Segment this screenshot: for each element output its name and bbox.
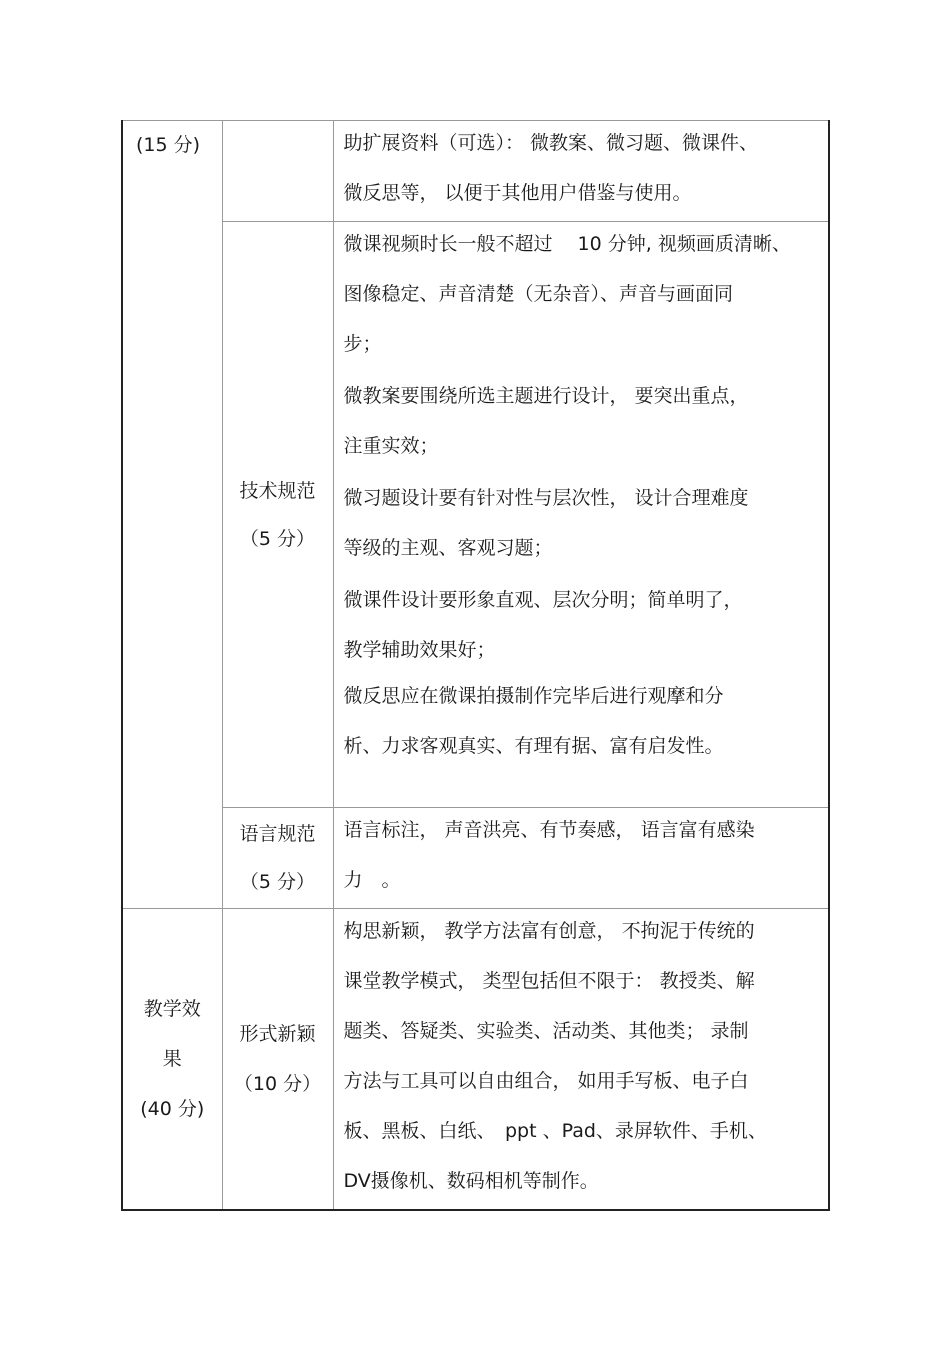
text-line: 题类、答疑类、实验类、活动类、其他类； 录制 <box>343 1020 749 1042</box>
category-label: 教学效 <box>143 998 201 1020</box>
text-line: 板、黑板、白纸、 ppt 、Pad、录屏软件、手机、 <box>343 1120 767 1142</box>
category-cell <box>122 121 222 909</box>
text-line: 析、力求客观真实、有理有据、富有启发性。 <box>343 735 724 757</box>
text-line: 微习题设计要有针对性与层次性， 设计合理难度 <box>343 487 749 509</box>
text-line: 助扩展资料（可选）： 微教案、微习题、微课件、 <box>343 132 759 154</box>
criteria-text <box>334 222 829 774</box>
criteria-cell <box>333 808 829 909</box>
table-row <box>122 909 829 1211</box>
text-line: 教学辅助效果好； <box>343 639 496 661</box>
text-line: 力 。 <box>343 869 401 891</box>
criteria-text <box>334 808 829 908</box>
text-line: 注重实效； <box>343 435 439 457</box>
text-line: 语言标注， 声音洪亮、有节奏感， 语言富有感染 <box>343 819 755 841</box>
subcategory-label: 语言规范 <box>239 823 316 845</box>
subcategory-cell <box>222 121 333 222</box>
text-line: 微反思应在微课拍摄制作完毕后进行观摩和分 <box>343 685 724 707</box>
text-line: 等级的主观、客观习题； <box>343 537 553 559</box>
category-score: (40 分) <box>140 1098 205 1120</box>
category-score: (15 分) <box>136 134 201 156</box>
category-cell <box>122 909 222 1211</box>
text-line: 图像稳定、声音清楚（无杂音）、声音与画面同 <box>343 283 734 305</box>
scoring-rubric-table <box>121 120 830 1211</box>
criteria-text <box>334 909 829 1209</box>
subcategory-label: 形式新颖 <box>239 1023 316 1045</box>
subcategory-cell <box>222 222 333 808</box>
text-line: 方法与工具可以自由组合， 如用手写板、电子白 <box>343 1070 749 1092</box>
subcategory-score: （10 分） <box>233 1073 322 1095</box>
subcategory-cell <box>222 909 333 1211</box>
text-line: DV摄像机、数码相机等制作。 <box>343 1170 599 1192</box>
criteria-text <box>334 121 829 221</box>
text-line: 微课件设计要形象直观、层次分明；简单明了， <box>343 589 743 611</box>
table-row <box>122 222 829 808</box>
text-line: 步； <box>343 333 382 355</box>
subcategory-cell <box>222 808 333 909</box>
subcategory-score: （5 分） <box>239 871 316 893</box>
table-row <box>122 808 829 909</box>
text-line: 微教案要围绕所选主题进行设计， 要突出重点， <box>343 385 749 407</box>
table-row <box>122 121 829 222</box>
criteria-cell <box>333 222 829 808</box>
text-line: 课堂教学模式， 类型包括但不限于： 教授类、解 <box>343 970 755 992</box>
criteria-cell <box>333 121 829 222</box>
subcategory-label: 技术规范 <box>239 479 316 502</box>
text-line: 构思新颖， 教学方法富有创意， 不拘泥于传统的 <box>343 920 755 942</box>
text-line: 微课视频时长一般不超过 10 分钟, 视频画质清晰、 <box>343 233 791 255</box>
subcategory-score: （5 分） <box>239 527 316 550</box>
criteria-cell <box>333 909 829 1211</box>
text-line: 微反思等， 以便于其他用户借鉴与使用。 <box>343 182 692 204</box>
category-label: 果 <box>162 1048 182 1070</box>
